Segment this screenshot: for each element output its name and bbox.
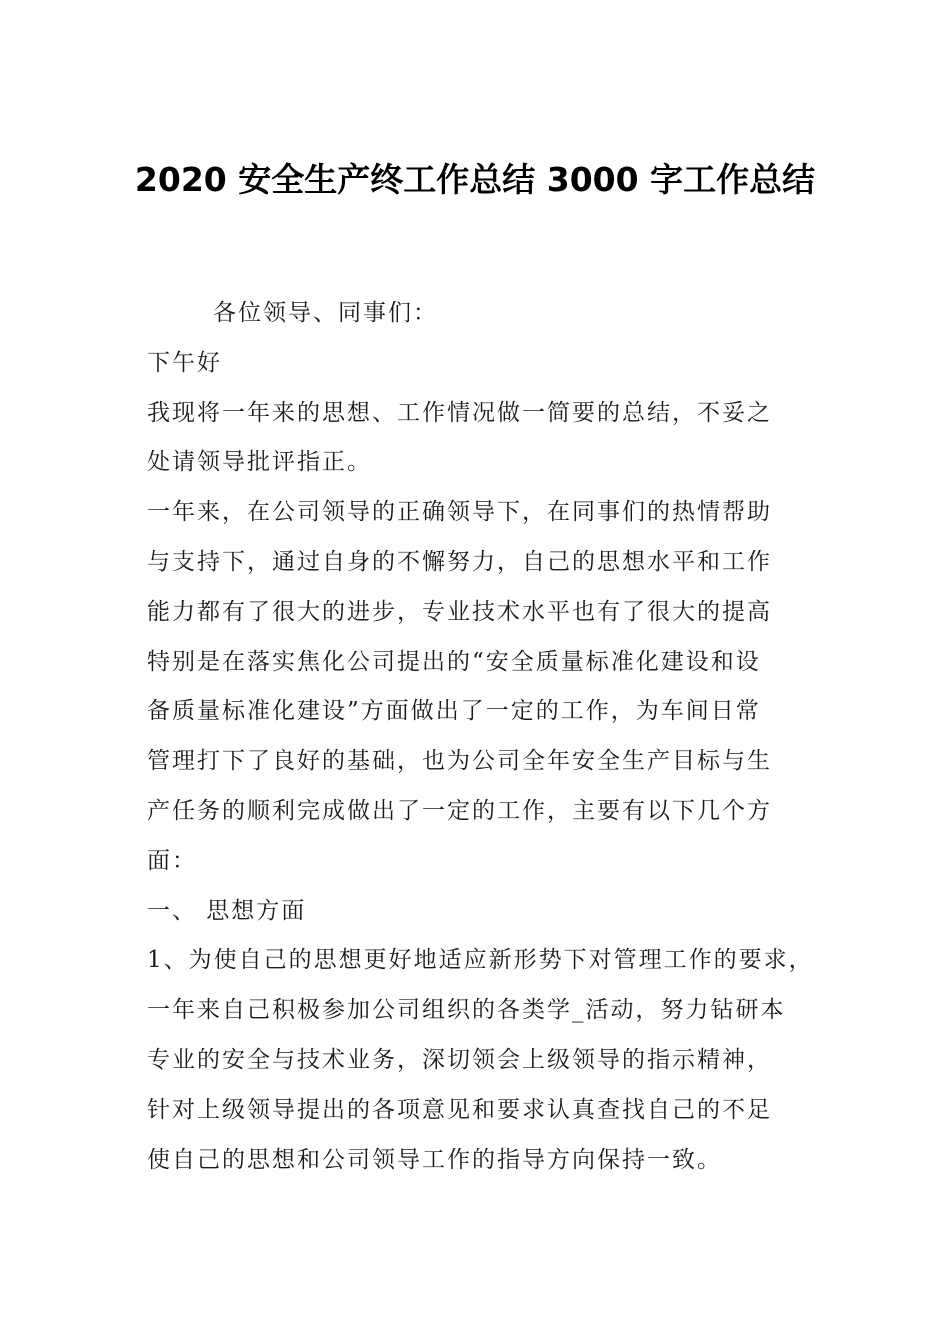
paragraph-line: 产任务的顺利完成做出了一定的工作，主要有以下几个方 bbox=[147, 797, 772, 824]
paragraph-line: 使自己的思想和公司领导工作的指导方向保持一致。 bbox=[147, 1146, 722, 1173]
paragraph-line: 我现将一年来的思想、工作情况做一简要的总结，不妥之 bbox=[147, 399, 772, 426]
paragraph-line: 处请领导批评指正。 bbox=[147, 449, 372, 476]
document-body bbox=[147, 289, 814, 1185]
paragraph-line: 一年来自己积极参加公司组织的各类学_活动，努力钻研本 bbox=[147, 997, 786, 1024]
paragraph-line: 专业的安全与技术业务，深切领会上级领导的指示精神， bbox=[147, 1046, 772, 1073]
paragraph-line: 面： bbox=[147, 847, 197, 874]
paragraph-line: 备质量标准化建设”方面做出了一定的工作，为车间日常 bbox=[147, 698, 761, 725]
paragraph-line: 能力都有了很大的进步，专业技术水平也有了很大的提高 bbox=[147, 598, 772, 625]
salutation: 各位领导、同事们： bbox=[213, 300, 438, 326]
paragraph-line: 针对上级领导提出的各项意见和要求认真查找自己的不足 bbox=[147, 1096, 772, 1123]
paragraph-line: 与支持下，通过自身的不懈努力，自己的思想水平和工作 bbox=[147, 548, 772, 575]
paragraph-line: 1、为使自己的思想更好地适应新形势下对管理工作的要求， bbox=[147, 947, 814, 974]
greeting: 下午好 bbox=[147, 349, 222, 376]
paragraph-line: 特别是在落实焦化公司提出的“安全质量标准化建设和设 bbox=[147, 648, 761, 675]
paragraph-line: 一年来，在公司领导的正确领导下，在同事们的热情帮助 bbox=[147, 499, 772, 526]
document-title: 2020 安全生产终工作总结 3000 字工作总结 bbox=[134, 160, 816, 199]
section-heading: 一、 思想方面 bbox=[147, 897, 307, 924]
paragraph-line: 管理打下了良好的基础，也为公司全年安全生产目标与生 bbox=[147, 748, 772, 775]
